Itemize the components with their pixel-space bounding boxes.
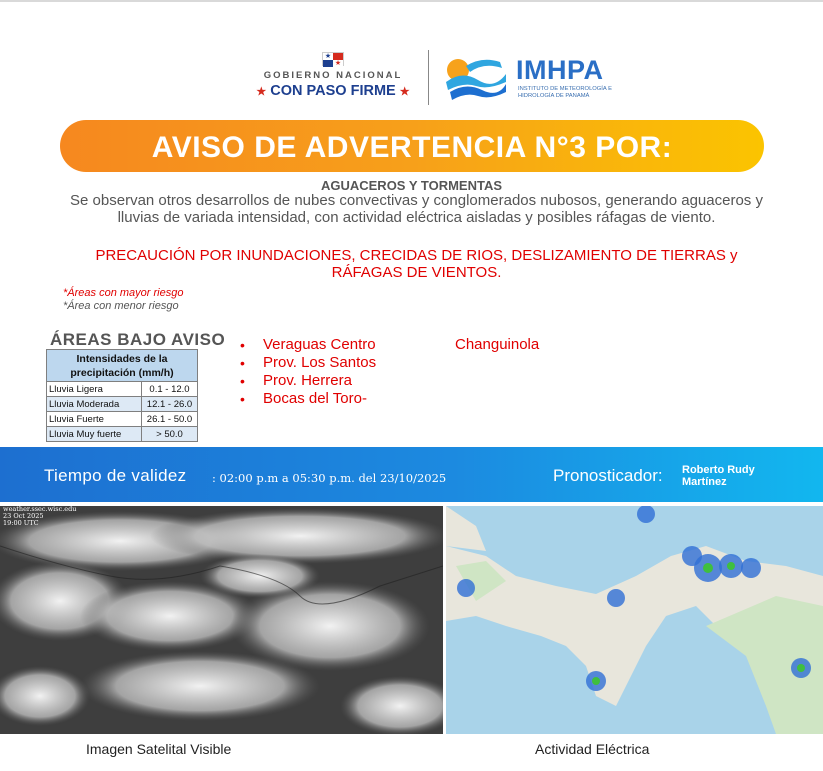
list-item: • Prov. Herrera — [240, 372, 376, 390]
areas-title: ÁREAS BAJO AVISO — [50, 330, 226, 349]
government-logo — [248, 52, 418, 106]
validity-label: Tiempo de validez — [44, 466, 187, 485]
row-label: Lluvia Moderada — [47, 397, 142, 412]
logo-separator — [428, 50, 429, 105]
table-row — [47, 412, 198, 427]
lightning-map — [446, 506, 823, 734]
top-divider — [0, 0, 823, 2]
row-label: Lluvia Fuerte — [47, 412, 142, 427]
panama-flag-icon: ★ ★ — [322, 52, 344, 66]
alert-description: Se observan otros desarrollos de nubes convectivas y conglomerados nubosos, generando aguaceros y lluvias de variada intensidad, con actividad eléctrica aisladas y posibles ráfagas de viento. — [70, 192, 763, 226]
table-row — [47, 427, 198, 442]
forecaster-label: Pronosticador: — [553, 466, 663, 485]
list-item: • Prov. Los Santos — [240, 354, 376, 372]
precipitation-table-header: Intensidades de la precipitación (mm/h) — [47, 350, 198, 382]
alert-subtitle: AGUACEROS Y TORMENTAS — [320, 178, 503, 193]
map-icon — [446, 506, 823, 734]
validity-bar — [0, 447, 823, 502]
legend-more-risk: *Áreas con mayor riesgo — [63, 287, 184, 299]
list-item: • Bocas del Toro- — [240, 390, 376, 408]
areas-list — [240, 336, 376, 408]
alert-precaution: PRECAUCIÓN POR INUNDACIONES, CRECIDAS DE RIOS, DESLIZAMIENTO DE TIERRAS y RÁFAGAS DE VIENTOS. — [95, 247, 738, 281]
gov-line1: GOBIERNO NACIONAL — [263, 70, 403, 81]
area-extra: Changuinola — [455, 336, 540, 353]
satellite-caption: Imagen Satelital Visible — [86, 741, 232, 757]
imhpa-logo-icon — [444, 52, 506, 104]
satellite-timestamp: weather.ssec.wisc.edu 23 Oct 2025 19:00 UTC — [3, 506, 77, 527]
row-value: 12.1 - 26.0 — [142, 397, 198, 412]
satellite-clouds-icon — [0, 506, 443, 734]
gov-line2: ★ CON PASO FIRME ★ — [256, 83, 410, 99]
table-row — [47, 382, 198, 397]
forecaster-name: Roberto Rudy Martínez — [682, 464, 755, 488]
row-value: > 50.0 — [142, 427, 198, 442]
map-caption: Actividad Eléctrica — [535, 741, 650, 757]
satellite-image — [0, 506, 443, 734]
row-label: Lluvia Ligera — [47, 382, 142, 397]
table-row — [47, 397, 198, 412]
row-value: 26.1 - 50.0 — [142, 412, 198, 427]
precipitation-table — [46, 349, 198, 442]
row-label: Lluvia Muy fuerte — [47, 427, 142, 442]
org-subtitle: INSTITUTO DE METEOROLOGÍA E HIDROLOGÍA DE PANAMÁ — [518, 86, 612, 99]
list-item: • Veraguas Centro — [240, 336, 376, 354]
org-name: IMHPA — [516, 55, 604, 85]
legend-less-risk: *Área con menor riesgo — [63, 300, 179, 312]
row-value: 0.1 - 12.0 — [142, 382, 198, 397]
validity-value: : 02:00 p.m a 05:30 p.m. del 23/10/2025 — [212, 471, 447, 485]
alert-banner: AVISO DE ADVERTENCIA N°3 POR: — [60, 120, 764, 172]
